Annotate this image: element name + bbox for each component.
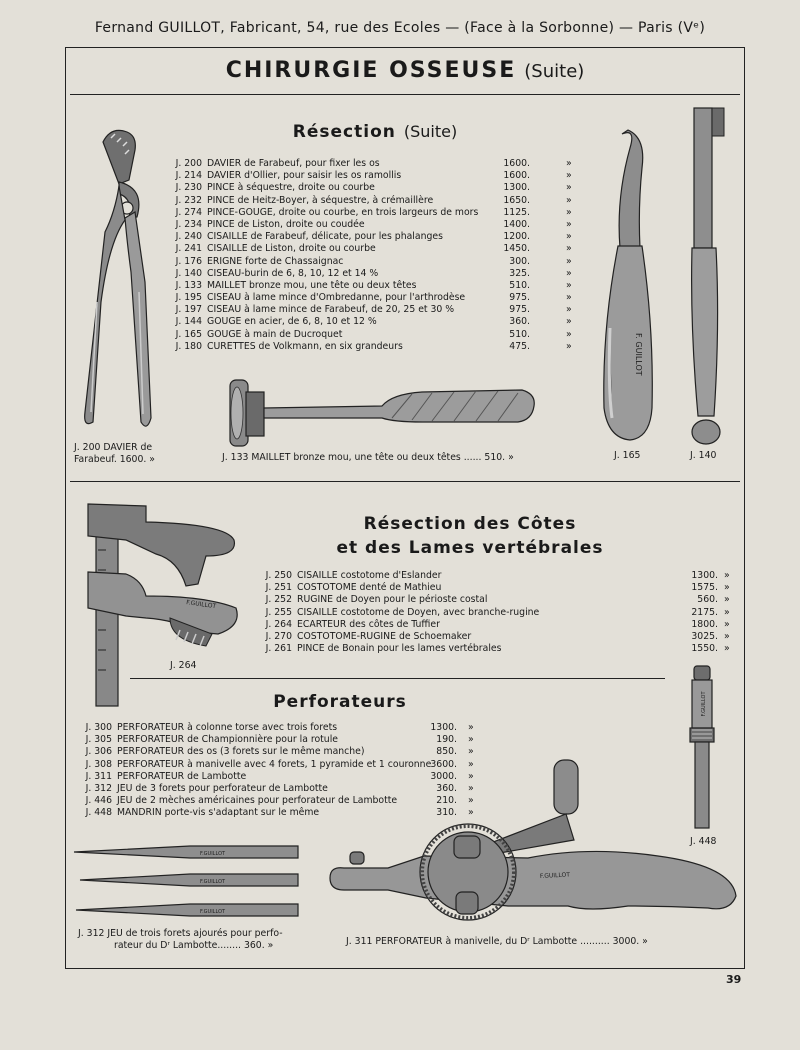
caption-j200-line2: Farabeuf. 1600. » bbox=[74, 454, 155, 465]
item-price: 325. bbox=[509, 267, 530, 279]
item-description: COSTOTOME denté de Mathieu bbox=[297, 582, 442, 594]
item-description: PINCE à séquestre, droite ou courbe bbox=[207, 182, 375, 194]
item-ref: J. 306 bbox=[85, 746, 112, 758]
item-price: 1400. bbox=[503, 218, 530, 230]
item-description: CISAILLE costotome d'Eslander bbox=[297, 570, 442, 581]
item-ref: J. 261 bbox=[265, 643, 292, 655]
caption-j312-line2: rateur du Dʳ Lambotte........ 360. » bbox=[114, 940, 274, 951]
price-list-item bbox=[82, 734, 477, 746]
section-resection-title-text: Résection bbox=[292, 122, 396, 142]
item-price: 360. bbox=[509, 316, 530, 328]
item-price: 360. bbox=[436, 782, 457, 794]
price-list-item bbox=[172, 231, 582, 243]
item-price: 1600. bbox=[503, 170, 530, 182]
item-ref: J. 230 bbox=[175, 182, 202, 194]
section-cotes-title bbox=[300, 512, 640, 560]
item-currency: » bbox=[724, 594, 730, 606]
item-price: 310. bbox=[436, 807, 457, 819]
foret-2 bbox=[80, 874, 298, 886]
section-cotes-title-line2: et des Lames vertébrales bbox=[336, 538, 604, 558]
price-list-item bbox=[172, 195, 582, 207]
item-currency: » bbox=[566, 316, 572, 328]
foret-1 bbox=[74, 846, 298, 858]
gouge-engraving: F. GUILLOT bbox=[634, 333, 643, 376]
item-ref: J. 176 bbox=[175, 255, 202, 267]
item-currency: » bbox=[566, 170, 572, 182]
item-currency: » bbox=[468, 795, 474, 807]
section1-rule bbox=[70, 481, 740, 482]
item-ref: J. 311 bbox=[85, 770, 112, 782]
item-price: 475. bbox=[509, 340, 530, 352]
item-description: CISAILLE de Farabeuf, délicate, pour les phalanges bbox=[207, 231, 443, 243]
item-price: 1200. bbox=[503, 231, 530, 243]
caption-j312-line1: J. 312 JEU de trois forets ajourés pour perfo- bbox=[78, 928, 283, 939]
price-list-item bbox=[82, 722, 477, 734]
item-currency: » bbox=[566, 304, 572, 316]
item-description: CISEAU à lame mince de Farabeuf, de 20, 25 et 30 % bbox=[207, 304, 455, 316]
caption-j200 bbox=[74, 442, 155, 466]
item-description: PERFORATEUR de Lambotte bbox=[117, 770, 247, 782]
price-list-item bbox=[172, 158, 582, 170]
page-header: Fernand GUILLOT, Fabricant, 54, rue des Ecoles — (Face à la Sorbonne) — Paris (Vᵉ) bbox=[94, 20, 706, 36]
price-list-item bbox=[172, 182, 582, 194]
item-price: 3000. bbox=[430, 770, 457, 782]
item-currency: » bbox=[566, 340, 572, 352]
item-ref: J. 180 bbox=[175, 340, 202, 352]
item-ref: J. 255 bbox=[265, 606, 292, 618]
item-description: PERFORATEUR à manivelle avec 4 forets, 1 pyramide et 1 couronne bbox=[117, 758, 432, 770]
item-description: RUGINE de Doyen pour le périoste costal bbox=[297, 594, 488, 606]
item-price: 1300. bbox=[691, 570, 718, 581]
caption-j165: J. 165 bbox=[614, 450, 641, 461]
price-list-item bbox=[172, 207, 582, 219]
item-price: 1575. bbox=[691, 582, 718, 594]
perforateur-engraving: F.GUILLOT bbox=[539, 871, 571, 880]
item-ref: J. 241 bbox=[175, 243, 202, 255]
foret-1-engraving: F.GUILLOT bbox=[200, 851, 226, 857]
item-currency: » bbox=[566, 231, 572, 243]
price-list-item bbox=[262, 619, 732, 631]
item-ref: J. 251 bbox=[265, 582, 292, 594]
item-price: 975. bbox=[509, 292, 530, 304]
section-resection-title bbox=[200, 122, 550, 142]
item-price: 1600. bbox=[503, 158, 530, 169]
item-description: GOUGE en acier, de 6, 8, 10 et 12 % bbox=[207, 316, 377, 328]
item-ref: J. 133 bbox=[175, 279, 202, 291]
price-list-item bbox=[262, 631, 732, 643]
foret-2-engraving: F.GUILLOT bbox=[200, 879, 226, 885]
item-price: 975. bbox=[509, 304, 530, 316]
price-list-item bbox=[262, 570, 732, 582]
item-price: 2175. bbox=[691, 606, 718, 618]
item-currency: » bbox=[566, 218, 572, 230]
caption-j133: J. 133 MAILLET bronze mou, une tête ou deux têtes ...... 510. » bbox=[222, 452, 514, 463]
item-currency: » bbox=[566, 182, 572, 194]
item-price: 850. bbox=[436, 746, 457, 758]
price-list-item bbox=[262, 643, 732, 655]
item-currency: » bbox=[566, 243, 572, 255]
item-price: 1650. bbox=[503, 194, 530, 206]
item-currency: » bbox=[566, 255, 572, 267]
item-description: CISEAU à lame mince d'Ombredanne, pour l'arthrodèse bbox=[207, 292, 466, 304]
item-currency: » bbox=[724, 606, 730, 618]
item-ref: J. 214 bbox=[175, 170, 202, 182]
item-description: JEU de 2 mèches américaines pour perforateur de Lambotte bbox=[117, 795, 398, 807]
item-ref: J. 250 bbox=[265, 570, 292, 581]
item-description: CISAILLE de Liston, droite ou courbe bbox=[207, 243, 376, 255]
item-description: COSTOTOME-RUGINE de Schoemaker bbox=[297, 630, 472, 642]
item-description: PERFORATEUR à colonne torse avec trois forets bbox=[117, 722, 338, 733]
rugine-engraving: F.GUILLOT bbox=[185, 599, 217, 611]
item-description: PINCE de Liston, droite ou coudée bbox=[207, 218, 365, 230]
item-ref: J. 448 bbox=[85, 807, 112, 819]
item-ref: J. 274 bbox=[175, 206, 202, 218]
price-list-item bbox=[172, 243, 582, 255]
item-price: 1550. bbox=[691, 643, 718, 655]
foret-3 bbox=[76, 904, 298, 916]
price-list-item bbox=[172, 304, 582, 316]
item-description: CISEAU-burin de 6, 8, 10, 12 et 14 % bbox=[207, 267, 379, 279]
page-title-suffix: (Suite) bbox=[524, 61, 585, 82]
item-currency: » bbox=[724, 643, 730, 655]
item-ref: J. 305 bbox=[85, 734, 112, 746]
davier-farabeuf-illustration bbox=[75, 122, 170, 442]
price-list-item bbox=[262, 594, 732, 606]
item-ref: J. 165 bbox=[175, 328, 202, 340]
maillet-illustration bbox=[222, 380, 537, 450]
item-description: MANDRIN porte-vis s'adaptant sur le même bbox=[117, 807, 320, 819]
item-currency: » bbox=[468, 734, 474, 746]
item-description: PINCE-GOUGE, droite ou courbe, en trois largeurs de mors bbox=[207, 206, 479, 218]
resection-price-list bbox=[172, 158, 582, 353]
page-number: 39 bbox=[726, 973, 742, 986]
gouge-ducroquet-illustration bbox=[596, 128, 656, 446]
item-price: 1125. bbox=[503, 206, 530, 218]
section-cotes-title-line1: Résection des Côtes bbox=[363, 514, 577, 534]
item-currency: » bbox=[566, 292, 572, 304]
forets-illustration bbox=[70, 840, 305, 922]
item-ref: J. 140 bbox=[175, 267, 202, 279]
item-ref: J. 144 bbox=[175, 316, 202, 328]
item-currency: » bbox=[566, 206, 572, 218]
page-title bbox=[70, 58, 740, 83]
price-list-item bbox=[172, 256, 582, 268]
section-resection-suffix: (Suite) bbox=[403, 122, 458, 141]
item-ref: J. 446 bbox=[85, 795, 112, 807]
title-rule bbox=[70, 94, 740, 95]
item-currency: » bbox=[468, 770, 474, 782]
item-description: CISAILLE costotome de Doyen, avec branche-rugine bbox=[297, 606, 540, 618]
cotes-price-list bbox=[262, 570, 732, 655]
item-currency: » bbox=[468, 746, 474, 758]
item-price: 190. bbox=[436, 734, 457, 746]
price-list-item bbox=[172, 316, 582, 328]
item-ref: J. 197 bbox=[175, 304, 202, 316]
price-list-item bbox=[262, 582, 732, 594]
page-title-main: CHIRURGIE OSSEUSE bbox=[225, 58, 517, 83]
item-currency: » bbox=[566, 328, 572, 340]
item-ref: J. 234 bbox=[175, 218, 202, 230]
item-description: DAVIER d'Ollier, pour saisir les os ramollis bbox=[207, 170, 402, 182]
item-description: ECARTEUR des côtes de Tuffier bbox=[297, 618, 440, 630]
item-ref: J. 308 bbox=[85, 758, 112, 770]
item-description: PERFORATEUR des os (3 forets sur le même manche) bbox=[117, 746, 365, 758]
price-list-item bbox=[262, 607, 732, 619]
item-currency: » bbox=[468, 758, 474, 770]
caption-j448: J. 448 bbox=[690, 836, 717, 847]
item-description: PINCE de Bonain pour les lames vertébrales bbox=[297, 643, 502, 655]
item-ref: J. 312 bbox=[85, 782, 112, 794]
caption-j140: J. 140 bbox=[690, 450, 717, 461]
item-currency: » bbox=[468, 807, 474, 819]
item-price: 510. bbox=[509, 328, 530, 340]
price-list-item bbox=[172, 219, 582, 231]
caption-j311: J. 311 PERFORATEUR à manivelle, du Dʳ Lambotte .......... 3000. » bbox=[346, 936, 648, 947]
caption-j200-line1: J. 200 DAVIER de bbox=[74, 442, 153, 453]
item-currency: » bbox=[468, 722, 474, 733]
item-description: JEU de 3 forets pour perforateur de Lambotte bbox=[117, 782, 328, 794]
item-ref: J. 200 bbox=[175, 158, 202, 169]
item-price: 3025. bbox=[691, 630, 718, 642]
price-list-item bbox=[172, 329, 582, 341]
price-list-item bbox=[172, 268, 582, 280]
item-currency: » bbox=[724, 630, 730, 642]
item-description: MAILLET bronze mou, une tête ou deux têtes bbox=[207, 279, 417, 291]
item-currency: » bbox=[566, 194, 572, 206]
mandrin-engraving: F.GUILLOT bbox=[701, 691, 707, 717]
section-perforateurs-title: Perforateurs bbox=[273, 692, 407, 712]
item-description: CURETTES de Volkmann, en six grandeurs bbox=[207, 340, 403, 352]
item-ref: J. 264 bbox=[265, 618, 292, 630]
item-description: GOUGE à main de Ducroquet bbox=[207, 328, 343, 340]
perforateur-lambotte-illustration bbox=[328, 756, 740, 934]
item-price: 300. bbox=[509, 255, 530, 267]
caption-j264: J. 264 bbox=[170, 660, 197, 671]
item-currency: » bbox=[566, 279, 572, 291]
item-currency: » bbox=[724, 570, 730, 581]
caption-j312 bbox=[78, 928, 283, 952]
price-list-item bbox=[172, 280, 582, 292]
item-price: 3600. bbox=[430, 758, 457, 770]
item-description: ERIGNE forte de Chassaignac bbox=[207, 255, 344, 267]
item-description: DAVIER de Farabeuf, pour fixer les os bbox=[207, 158, 380, 169]
ciseau-burin-illustration bbox=[688, 106, 732, 448]
item-price: 510. bbox=[509, 279, 530, 291]
item-description: PINCE de Heitz-Boyer, à séquestre, à crémaillère bbox=[207, 194, 434, 206]
price-list-item bbox=[172, 170, 582, 182]
foret-3-engraving: F.GUILLOT bbox=[200, 909, 226, 915]
item-currency: » bbox=[724, 618, 730, 630]
item-currency: » bbox=[566, 267, 572, 279]
item-price: 210. bbox=[436, 795, 457, 807]
item-currency: » bbox=[566, 158, 572, 169]
item-ref: J. 300 bbox=[85, 722, 112, 733]
price-list-item bbox=[172, 292, 582, 304]
item-ref: J. 270 bbox=[265, 630, 292, 642]
item-description: PERFORATEUR de Championnière pour la rotule bbox=[117, 734, 339, 746]
item-price: 1300. bbox=[503, 182, 530, 194]
price-list-item bbox=[172, 341, 582, 353]
item-ref: J. 252 bbox=[265, 594, 292, 606]
item-currency: » bbox=[468, 782, 474, 794]
item-price: 1800. bbox=[691, 618, 718, 630]
item-ref: J. 195 bbox=[175, 292, 202, 304]
item-price: 560. bbox=[697, 594, 718, 606]
item-price: 1450. bbox=[503, 243, 530, 255]
item-currency: » bbox=[724, 582, 730, 594]
item-ref: J. 232 bbox=[175, 194, 202, 206]
item-ref: J. 240 bbox=[175, 231, 202, 243]
section2-rule bbox=[130, 678, 665, 679]
item-price: 1300. bbox=[430, 722, 457, 733]
